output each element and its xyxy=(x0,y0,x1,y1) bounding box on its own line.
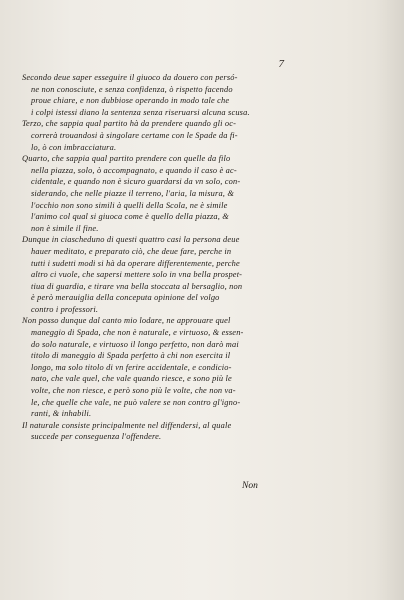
text-line: cidentale, e quando non è sicuro guardarsi da vn solo, con- xyxy=(31,177,241,187)
text-line: è però merauiglia della conceputa opinione del volgo xyxy=(31,293,220,303)
text-line: altro ci vuole, che sapersi mettere solo in vna bella prospet- xyxy=(31,270,243,280)
text-line: do solo naturale, e virtuoso il longo perfetto, non darò mai xyxy=(31,339,239,349)
text-line: Terzo, che sappia qual partito hà da prendere quando gli oc- xyxy=(22,119,237,129)
text-line: tiua di guardia, e tirare vna bella stoccata al bersaglio, non xyxy=(31,281,243,291)
text-line: i colpi istessi diano la sentenza senza riseruarsi alcuna scusa. xyxy=(31,107,250,117)
catchword: Non xyxy=(242,481,258,491)
text-line: proue chiare, e non dubbiose operando in modo tale che xyxy=(31,96,230,106)
text-line: contro i professori. xyxy=(31,304,99,314)
text-line: ranti, & inhabili. xyxy=(31,409,92,419)
text-line: correrà trouandosi à singolare certame con le Spade da fi- xyxy=(31,130,238,140)
text-line: non è simile il fine. xyxy=(31,223,99,233)
text-line: hauer meditato, e preparato ciò, che deue fare, perche in xyxy=(31,246,232,256)
text-line: succede per conseguenza l'offendere. xyxy=(31,432,162,442)
text-line: maneggio di Spada, che non è naturale, e virtuoso, & essen- xyxy=(31,328,244,338)
text-line: nato, che vale quel, che vale quando riesce, e sono più le xyxy=(31,374,232,384)
text-line: titolo di maneggio di Spada perfetto à chi non esercita il xyxy=(31,351,231,361)
page-edge-shadow xyxy=(376,0,404,600)
text-line: ne non conosciute, e senza confidenza, ò rispetto facendo xyxy=(31,84,233,94)
paragraph-quarto xyxy=(22,153,292,234)
text-line: le, che quelle che vale, ne può valere se non contro gl'igno- xyxy=(31,397,241,407)
text-line: lo, ò con imbracciatura. xyxy=(31,142,117,152)
text-line: l'occhio non sono simili à quelli della Scola, ne è simile xyxy=(31,200,228,210)
paragraph-dunque xyxy=(22,234,292,315)
paragraph-il-naturale xyxy=(22,420,292,443)
paragraph-terzo xyxy=(22,118,292,153)
text-line: nella piazza, solo, ò accompagnato, e quando il caso è ac- xyxy=(31,165,237,175)
text-line: Quarto, che sappia qual partito prendere con quelle da filo xyxy=(22,154,231,164)
text-line: Il naturale consiste principalmente nel diffendersi, al quale xyxy=(22,420,232,430)
text-line: Dunque in ciascheduno di questi quattro casi la persona deue xyxy=(22,235,240,245)
text-line: siderando, che nelle piazze il terreno, l'aria, la misura, & xyxy=(31,188,235,198)
text-line: Secondo deue saper esseguire il giuoco da douero con persó- xyxy=(22,73,238,82)
paragraph-non-posso xyxy=(22,315,292,419)
body-text xyxy=(22,72,292,443)
text-line: l'animo col qual si giuoca come è quello della piazza, & xyxy=(31,212,229,222)
paragraph-secondo xyxy=(22,72,292,118)
text-line: tutti i sudetti modi si hà da operare differentemente, perche xyxy=(31,258,240,268)
text-line: longo, ma solo titolo di vn ferire accidentale, e condicio- xyxy=(31,362,232,372)
page-number: 7 xyxy=(278,58,284,70)
text-line: volte, che non riesce, e però sono più le volte, che non va- xyxy=(31,386,236,396)
text-line: Non posso dunque dal canto mio lodare, ne approuare quel xyxy=(22,316,231,326)
